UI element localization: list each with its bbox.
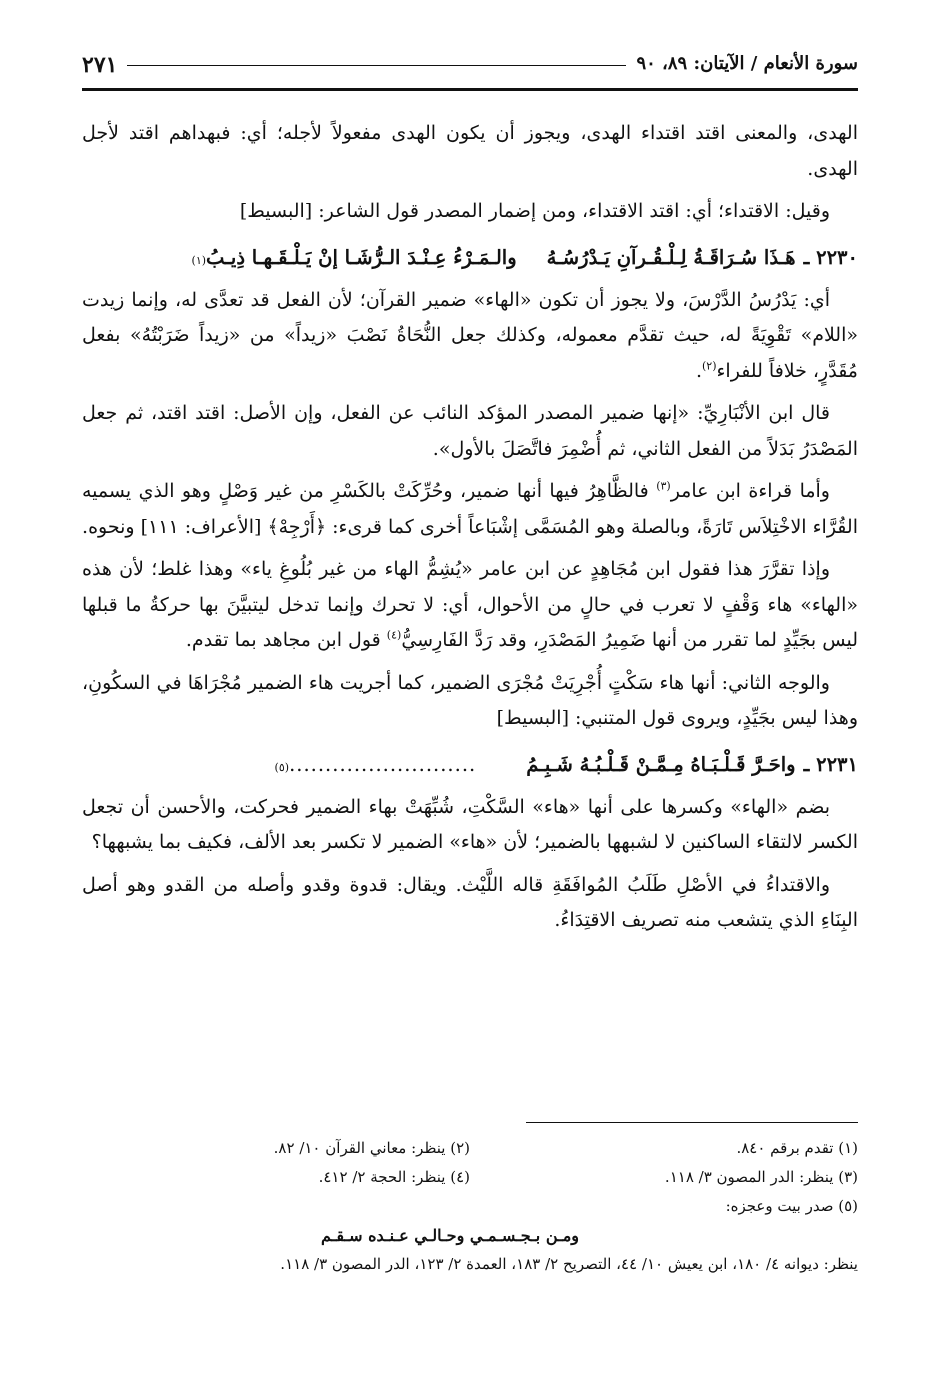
- footnote-5-verse: ومـن بـجـسـمـي وحـالـي عـنـده سـقـم: [321, 1226, 579, 1245]
- paragraph-4: قال ابن الأنْبَارِيِّ: «إنها ضمير المصدر المؤكد النائب عن الفعل، وإن الأصل: اقتد اقتد، ثم جعل المَصْدَرُ بَدَلاً من الفعل الثاني، ثم أُضْمِرَ فاتَّصَلَ بالأول».: [82, 402, 858, 460]
- paragraph-7: والوجه الثاني: أنها هاء سَكْتٍ أُجْرِيَتْ مُجْرَى الضمير، كما أجريت هاء الضمير مُجْرَاهَا في السكُونِ، وهذا ليس بجَيِّدٍ، ويروى قول المتنبي: [البسيط]: [82, 671, 858, 729]
- running-title: سورة الأنعام / الآيتان: ٨٩، ٩٠: [636, 53, 858, 74]
- paragraph-3-end: .: [695, 359, 702, 382]
- verse-2231: ٢٢٣١ ـ واحَـرَّ قَـلْـبَـاهُ مِـمَّـنْ قَـلْـبُـهُ شَـبِـمُ .......................... (٥): [82, 744, 858, 786]
- footnote-2: (٢) ينظر: معاني القرآن ١٠/ ٨٢.: [273, 1139, 470, 1157]
- verse-hemistich-first: واحَـرَّ قَـلْـبَـاهُ مِـمَّـنْ قَـلْـبُـهُ شَـبِـمُ: [526, 752, 796, 776]
- page-number: ٢٧١: [82, 52, 118, 78]
- footnote-4: (٤) ينظر: الحجة ٢/ ٤١٢.: [318, 1168, 470, 1186]
- paragraph-6: [82, 552, 858, 659]
- paragraph-6-start: وإذا تقرَّرَ هذا فقول ابن مُجَاهِدٍ عن ابن عامر «يُشِمُّ الهاء من غير بُلُوغِ ياء» وهذا غلط؛ لأن هذه «الهاء» هاء وَقْفٍ لا تعرب في حالٍ من الأحوال، أي: لا تحرك وإنما تدخل ليتبيَّنَ بها حركةُ ما قبلها ليس بجَيِّدٍ لما تقرر من أنها ضَمِيرُ المَصْدَرِ، وقد رَدَّ الفَارِسِيُّ: [82, 558, 858, 651]
- verse-ellipsis: ..........................: [289, 752, 477, 776]
- verse-2230: ٢٢٣٠ ـ هَـذَا سُـرَاقَـةُ لِـلْـقُـرآنِ يَـدْرُسُـهُ والـمَـرْءُ عِـنْـدَ الـرُّشَـا إنْ يَـلْـقَـهـا ذِيـبُ (١): [82, 237, 858, 279]
- footnote-row: [82, 1134, 858, 1163]
- paragraph-2: وقيل: الاقتداء؛ أي: اقتد الاقتداء، ومن إضمار المصدر قول الشاعر: [البسيط]: [239, 200, 830, 222]
- paragraph-5-start: وأما قراءة ابن عامر: [670, 480, 830, 502]
- paragraph-5-rest: فالظَّاهِرُ فيها أنها ضمير، وحُرِّكَتْ بالكَسْرِ من غير وَصْلٍ وهو الذي يسميه القُرَّاء الاخْتِلاَس تَارَةً، وبالصلة وهو المُسَمَّى إشْبَاعاً أخرى كما قرىء: ﴿أَرْجِهْ﴾ [الأعراف: ١١١] ونحوه.: [82, 480, 858, 538]
- header-rule: [82, 88, 858, 91]
- footnote-divider: [526, 1122, 858, 1123]
- paragraph-1: الهدى، والمعنى اقتد اقتداء الهدى، ويجوز أن يكون الهدى مفعولاً لأجله؛ أي: فبهداهم اقتد لأجل الهدى.: [82, 122, 858, 180]
- footnote-5: (٥) صدر بيت وعجزه:: [725, 1197, 858, 1215]
- paragraph-9: والاقتداءُ في الأصْلِ طَلَبُ المُوافَقَةِ قاله اللَّيْث. ويقال: قدوة وقدو وأصله من القدو وهو أصل البِنَاءِ الذي يتشعب منه تصريف الاقتِدَاءُ.: [82, 873, 858, 931]
- paragraph-3: [82, 283, 858, 390]
- footnote-row: [82, 1163, 858, 1192]
- verse-hemistich-second: والـمَـرْءُ عِـنْـدَ الـرُّشَـا إنْ يَـلْـقَـهـا ذِيـبُ: [206, 245, 517, 269]
- verse-hemistich-first: هَـذَا سُـرَاقَـةُ لِـلْـقُـرآنِ يَـدْرُسُـهُ: [546, 245, 796, 269]
- verse-number: ٢٢٣١ ـ: [803, 752, 858, 776]
- footnote-ref: (٤): [386, 628, 402, 642]
- footnote-3: (٣) ينظر: الدر المصون ٣/ ١١٨.: [664, 1168, 858, 1186]
- footnotes: [82, 1134, 858, 1279]
- paragraph-3-text: أي: يَدْرُسُ الدَّرْسَ، ولا يجوز أن تكون «الهاء» ضمير القرآن؛ لأن الفعل قد تعدَّى له، وإنما زيدت «اللام» تَقْوِيَةً له، حيث تقدَّم معموله، وكذلك جعل النُّحَاةُ نَصْبَ «زيداً» من «زيداً ضَرَبْتُهُ» بفعل مُقَدَّرٍ، خلافاً للفراء: [82, 288, 858, 382]
- page-header: [82, 44, 858, 84]
- paragraph-8: بضم «الهاء» وكسرها على أنها «هاء» السَّكْتِ، شُبِّهَتْ بهاء الضمير فحركت، والأحسن أن تجعل الكسر لالتقاء الساكنين لا لشبهها بالضمير؛ لأن «هاء» الضمير لا تكسر بعد الألف، فكيف بما يشبهها؟: [82, 795, 858, 853]
- header-divider: [127, 65, 626, 66]
- footnote-1: (١) تقدم برقم ٨٤٠.: [736, 1139, 858, 1157]
- footnote-5-references: ينظر: ديوانه ٤/ ١٨٠، ابن يعيش ١٠/ ٤٤، التصريح ٢/ ١٨٣، العمدة ٢/ ١٢٣، الدر المصون ٣/ ١١٨.: [280, 1255, 858, 1273]
- main-text: [82, 116, 858, 946]
- paragraph-6-rest: قول ابن مجاهد بما تقدم.: [185, 629, 387, 651]
- verse-number: ٢٢٣٠ ـ: [803, 245, 858, 269]
- footnote-ref: (٢): [701, 359, 717, 373]
- paragraph-5: [82, 474, 858, 545]
- footnote-ref: (٣): [656, 479, 671, 493]
